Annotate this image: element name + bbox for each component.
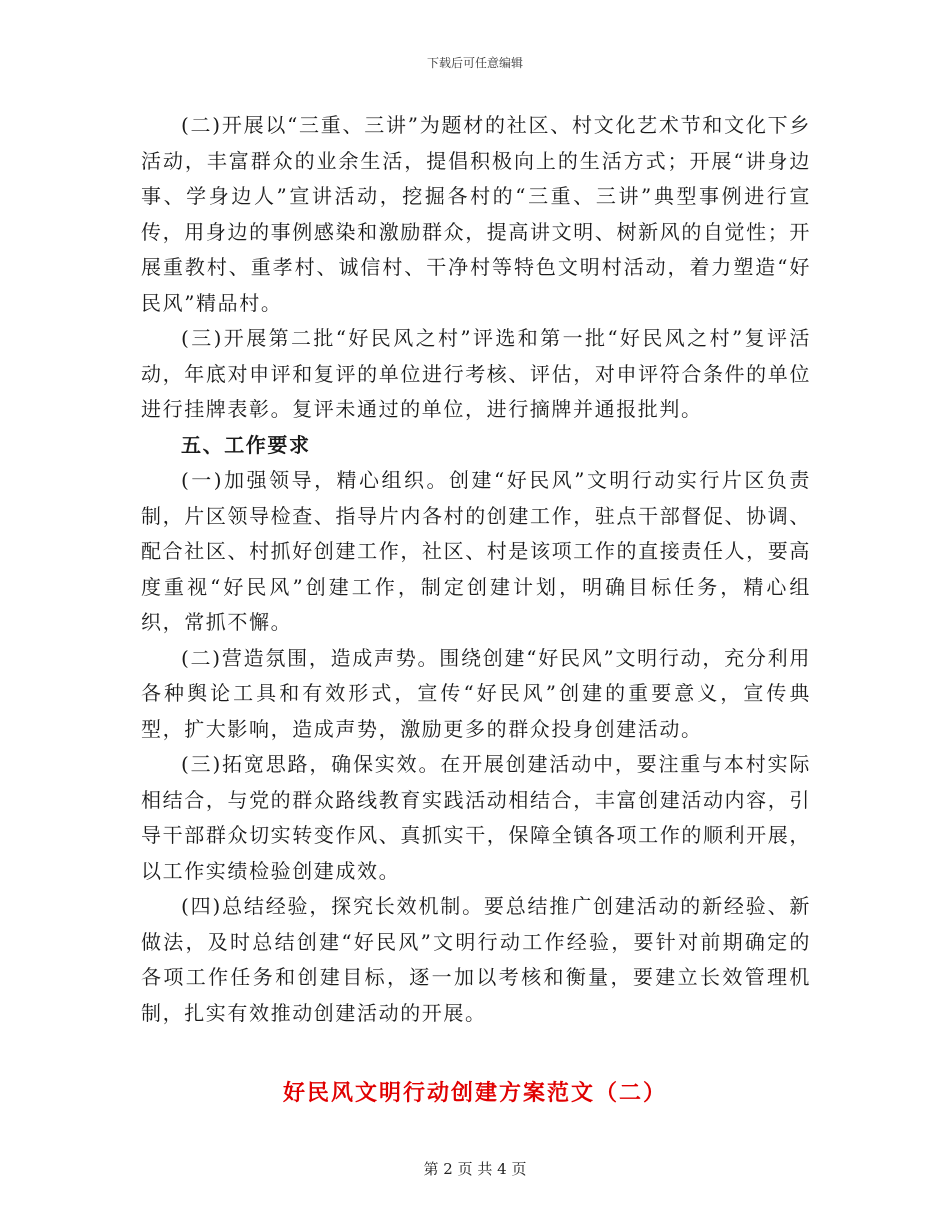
paragraph-activities-2: (二)开展以“三重、三讲”为题材的社区、村文化艺术节和文化下乡活动，丰富群众的业余生活，提倡积极向上的生活方式；开展“讲身边事、学身边人”宣讲活动，挖掘各村的“三重、三讲”典型事例进行宣传，用身边的事例感染和激励群众，提高讲文明、树新风的自觉性；开展重教村、重孝村、诚信村、干净村等特色文明村活动，着力塑造“好民风”精品村。 xyxy=(141,113,811,315)
paragraph-requirement-2: (二)营造氛围，造成声势。围绕创建“好民风”文明行动，充分利用各种舆论工具和有效形式，宣传“好民风”创建的重要意义，宣传典型，扩大影响，造成声势，激励更多的群众投身创建活动。 xyxy=(141,645,811,741)
page-header-note: 下载后可任意编辑 xyxy=(426,56,523,70)
paragraph-requirement-3: (三)拓宽思路，确保实效。在开展创建活动中，要注重与本村实际相结合，与党的群众路线教育实践活动相结合，丰富创建活动内容，引导干部群众切实转变作风、真抓实干，保障全镇各项工作的顺利开展，以工作实绩检验创建成效。 xyxy=(141,752,811,883)
paragraph-activities-3: (三)开展第二批“好民风之村”评选和第一批“好民风之村”复评活动，年底对申评和复评的单位进行考核、评估，对申评符合条件的单位进行挂牌表彰。复评未通过的单位，进行摘牌并通报批判。 xyxy=(141,326,811,421)
paragraph-requirement-4: (四)总结经验，探究长效机制。要总结推广创建活动的新经验、新做法，及时总结创建“好民风”文明行动工作经验，要针对前期确定的各项工作任务和创建目标，逐一加以考核和衡量，要建立长效管理机制，扎实有效推动创建活动的开展。 xyxy=(141,894,811,1025)
page-footer-indicator: 第 2 页 共 4 页 xyxy=(423,1160,527,1178)
paragraph-requirement-1: (一)加强领导，精心组织。创建“好民风”文明行动实行片区负责制，片区领导检查、指导片内各村的创建工作，驻点干部督促、协调、配合社区、村抓好创建工作，社区、村是该项工作的直接责任人，要高度重视“好民风”创建工作，制定创建计划，明确目标任务，精心组织，常抓不懈。 xyxy=(141,468,811,634)
next-document-title: 好民风文明行动创建方案范文（二） xyxy=(282,1080,667,1106)
document-body xyxy=(141,108,811,1031)
section-heading-work-requirements: 五、工作要求 xyxy=(181,432,311,457)
